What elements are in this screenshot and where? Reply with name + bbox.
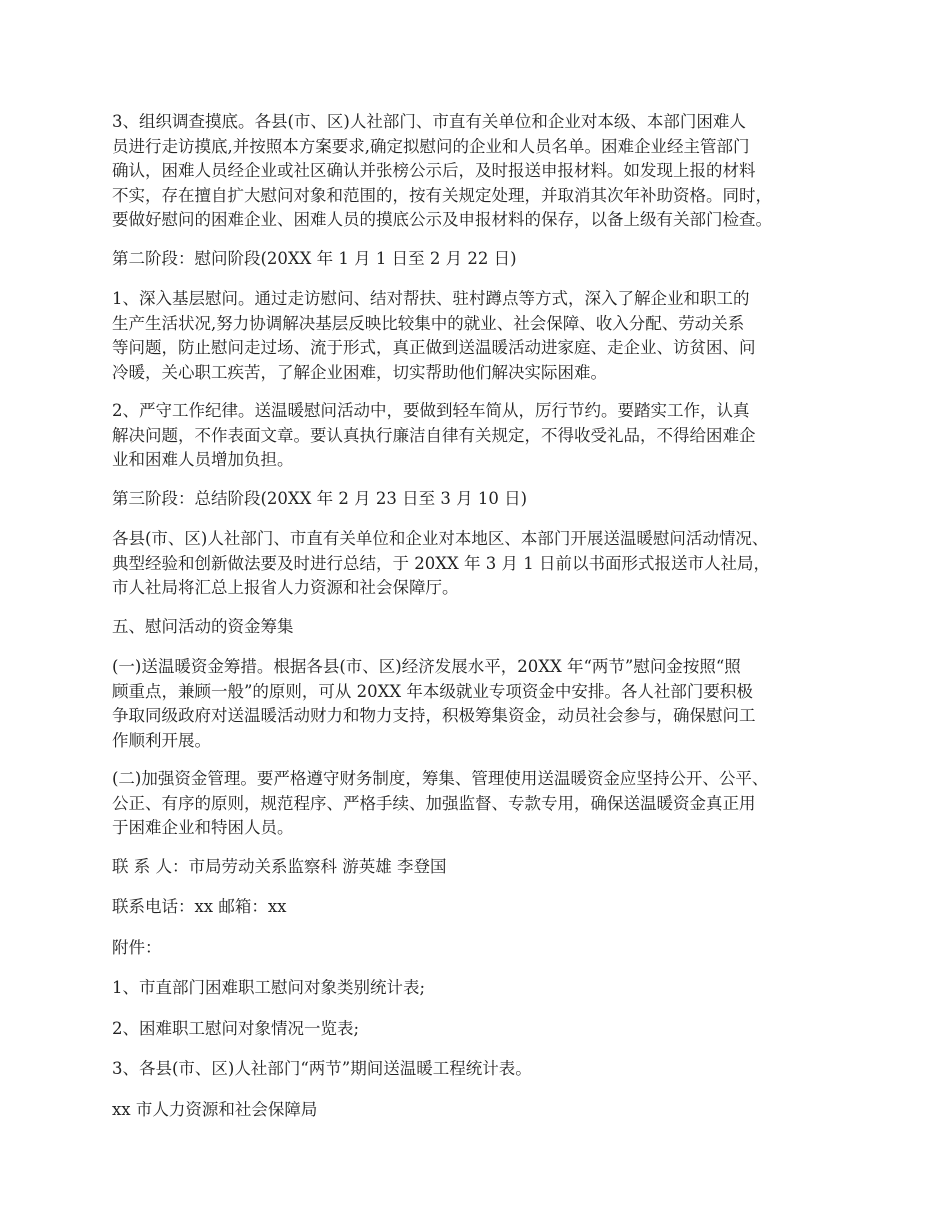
attachment-item-2: 2、困难职工慰问对象情况一览表; [112,1018,360,1038]
paragraph-fund-raising [112,655,850,753]
heading-stage-two: 第二阶段：慰问阶段(20XX 年 1 月 1 日至 2 月 22 日) [112,248,517,268]
text-line: (一)送温暖资金筹措。根据各县(市、区)经济发展水平，20XX 年“两节”慰问金按照“照 [112,657,741,676]
paragraph-summary [112,527,850,601]
contact-phone-email: 联系电话：xx 邮箱：xx [112,897,287,916]
text-line: (二)加强资金管理。要严格遵守财务制度，筹集、管理使用送温暖资金应坚持公开、公平、 [112,769,769,788]
text-line: 生产生活状况,努力协调解决基层反映比较集中的就业、社会保障、收入分配、劳动关系 [112,313,745,333]
text-line: 顾重点，兼顾一般”的原则，可从 20XX 年本级就业专项资金中安排。各人社部门要积极 [112,681,753,701]
paragraph-survey [112,110,850,233]
text-line: 等问题，防止慰问走过场、流于形式，真正做到送温暖活动进家庭、走企业、访贫困、问 [112,338,756,357]
text-line: 争取同级政府对送温暖活动财力和物力支持，积极筹集资金，动员社会参与，确保慰问工 [112,706,756,725]
text-line: 不实，存在擅自扩大慰问对象和范围的，按有关规定处理，并取消其次年补助资格。同时， [112,185,772,205]
text-line: 2、严守工作纪律。送温暖慰问活动中，要做到轻车简从，厉行节约。要踏实工作，认真 [112,401,750,420]
text-line: 典型经验和创新做法要及时进行总结，于 20XX 年 3 月 1 日前以书面形式报送市人社局， [112,553,770,573]
text-line: 各县(市、区)人社部门、市直有关单位和企业对本地区、本部门开展送温暖慰问活动情况、 [112,529,769,548]
text-line: 解决问题，不作表面文章。要认真执行廉洁自律有关规定，不得收受礼品，不得给困难企 [112,425,756,445]
text-line: 于困难企业和特困人员。 [112,818,294,837]
heading-funding: 五、慰问活动的资金筹集 [112,616,294,636]
text-line: 员进行走访摸底,并按照本方案要求,确定拟慰问的企业和人员名单。困难企业经主管部门 [112,136,750,156]
text-line: 要做好慰问的困难企业、困难人员的摸底公示及申报材料的保存，以备上级有关部门检查。 [112,210,772,229]
text-line: 公正、有序的原则，规范程序、严格手续、加强监督、专款专用，确保送温暖资金真正用 [112,793,756,813]
document-body [112,110,850,1138]
text-line: 业和困难人员增加负担。 [112,450,294,469]
paragraph-grassroots-visit [112,287,850,385]
text-line: 市人社局将汇总上报省人力资源和社会保障厅。 [112,578,459,597]
attachment-item-1: 1、市直部门困难职工慰问对象类别统计表; [112,978,426,997]
text-line: 3、组织调查摸底。各县(市、区)人社部门、市直有关单位和企业对本级、本部门困难人 [112,112,746,131]
text-line: 确认，困难人员经企业或社区确认并张榜公示后，及时报送申报材料。如发现上报的材料 [112,161,756,180]
paragraph-discipline [112,399,850,473]
paragraph-fund-management [112,767,850,841]
attachments-heading: 附件： [112,937,162,957]
heading-stage-three: 第三阶段：总结阶段(20XX 年 2 月 23 日至 3 月 10 日) [112,488,528,508]
attachment-item-3: 3、各县(市、区)人社部门“两节”期间送温暖工程统计表。 [112,1059,532,1078]
text-line: 冷暖，关心职工疾苦，了解企业困难，切实帮助他们解决实际困难。 [112,362,607,382]
text-line: 作顺利开展。 [112,730,211,750]
contact-person: 联 系 人：市局劳动关系监察科 游英雄 李登国 [112,856,447,876]
issuing-authority: xx 市人力资源和社会保障局 [112,1099,318,1119]
text-line: 1、深入基层慰问。通过走访慰问、结对帮扶、驻村蹲点等方式，深入了解企业和职工的 [112,289,750,308]
